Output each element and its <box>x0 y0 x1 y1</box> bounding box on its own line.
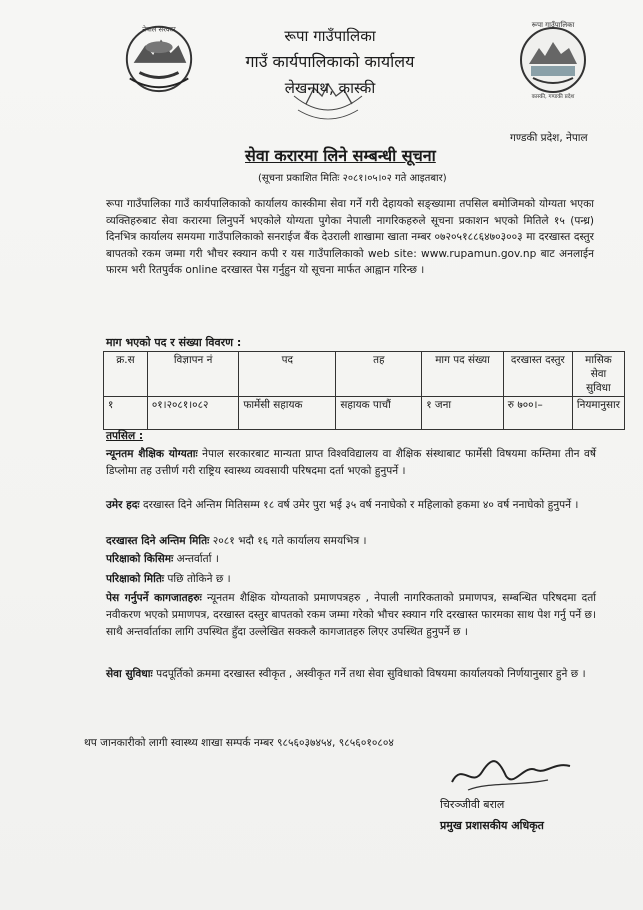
service-facility <box>106 666 596 683</box>
vacancy-table <box>103 351 625 430</box>
notice-body: रूपा गाउँपालिका गाउँ कार्यपालिकाको कार्यालय कास्कीमा सेवा गर्ने गरी देहायको सङ्ख्यामा तपसिल बमोजिमको योग्यता भएका व्यक्तिहरुबाट सेवा करारमा लिनुपर्ने भएकोले योग्यता पुगेका नेपाली नागरिकहरुले सूचना प्रकाशन भएको मितिले १५ (पन्ध्र) दिनभित्र कार्यालय समयमा गाउँपालिकाको सनराईज बैंक देउराली शाखामा खाता नम्बर ०७२०५१८८६४७०३००३ मा दरखास्त दस्तुर बापतको रकम जम्मा गरी भौचर स्क्यान कपी र यस गाउँपालिकाको web site: www.rupamun.gov.np बाट अनलाईन फारम भरी रितपुर्वक online दरखास्त पेस गर्नुहुन यो सूचना मार्फत आह्वान गरिन्छ । <box>106 198 594 277</box>
rupa-gaunpalika-logo-icon <box>517 18 589 103</box>
exam-type <box>106 551 596 568</box>
header-line-1: रूपा गाउँपालिका <box>284 27 376 45</box>
required-documents <box>106 590 596 640</box>
exam-date <box>106 571 596 588</box>
deadline-label: दरखास्त दिने अन्तिम मितिः <box>106 535 210 547</box>
notice-subtitle: (सूचना प्रकाशित मितिः २०८१।०५।०२ गते आइतबार) <box>258 173 447 184</box>
cell-post: फार्मेसी सहायक <box>239 397 336 430</box>
svg-text:कास्की, गण्डकी प्रदेश: कास्की, गण्डकी प्रदेश <box>531 94 575 100</box>
education-text: नेपाल सरकारबाट मान्यता प्राप्त विश्वविद्यालय वा शैक्षिक संस्थाबाट फार्मेसी विषयमा कम्तिमा तीन वर्षे डिप्लोमा तह उत्तीर्ण गरी राष्ट्रिय स्वास्थ्य व्यवसायी परिषदमा दर्ता भएको हुनुपर्ने । <box>106 448 597 477</box>
documents-text: न्यूनतम शैक्षिक योग्यताको प्रमाणपत्रहरु , नेपाली नागरिकताको प्रमाणपत्र, सम्बन्धित परिषदमा दर्ता नवीकरण भएको प्रमाणपत्र, दरखास्त दस्तुर बापतको रकम जम्मा गरेको भौचर स्क्यान गरि दरखास्त फारमका साथ पेश गर्नु पर्ने छ। साथै अन्तर्वार्ताका लागि उपस्थित हुँदा उल्लेखित सक्कलै कागजातहरु लिएर उपस्थित हुनुपर्ने छ । <box>106 592 596 638</box>
cell-level: सहायक पाचौं <box>336 397 422 430</box>
table-row <box>104 397 625 430</box>
age-text: दरखास्त दिने अन्तिम मितिसम्म १८ वर्ष उमेर पुरा भई ३५ वर्ष ननाघेको र महिलाको हकमा ४० वर्ष ननाघेको हुनुपर्ने । <box>142 499 579 511</box>
documents-label: पेस गर्नुपर्ने कागजातहरुः <box>106 592 202 604</box>
col-header-advert-no: विज्ञापन नं <box>147 352 238 397</box>
cell-salary: नियमानुसार <box>572 397 624 430</box>
table-header-row <box>104 352 625 397</box>
service-text: पदपूर्तिको क्रममा दरखास्त स्वीकृत , अस्वीकृत गर्ने तथा सेवा सुविधाको विषयमा कार्यालयको निर्णयानुसार हुने छ । <box>156 668 586 680</box>
signature-icon <box>448 752 578 794</box>
table-caption: माग भएको पद र संख्या विवरण : <box>106 336 242 349</box>
col-header-post: पद <box>239 352 336 397</box>
col-header-fee: दरखास्त दस्तुर <box>503 352 572 397</box>
service-label: सेवा सुविधाः <box>106 668 153 680</box>
age-limit <box>106 497 596 514</box>
cell-advert-no: ०१।२०८१।०८२ <box>147 397 238 430</box>
exam-type-text: अन्तर्वार्ता । <box>176 553 219 565</box>
signatory-designation: प्रमुख प्रशासकीय अधिकृत <box>440 819 544 832</box>
details-heading <box>106 428 596 445</box>
exam-date-label: परिक्षाको मितिः <box>106 573 165 585</box>
signatory-name: चिरञ्जीवी बराल <box>440 798 505 811</box>
header-address: गण्डकी प्रदेश, नेपाल <box>510 132 588 144</box>
notice-title: सेवा करारमा लिने सम्बन्धी सूचना <box>245 146 436 165</box>
age-label: उमेर हदः <box>106 499 140 511</box>
col-header-sn: क्र.स <box>104 352 148 397</box>
exam-type-label: परिक्षाको किसिमः <box>106 553 174 565</box>
col-header-salary: मासिक सेवा सुविधा <box>572 352 624 397</box>
svg-text:रूपा गाउँपालिका: रूपा गाउँपालिका <box>531 21 575 29</box>
deadline <box>106 533 596 550</box>
details-heading-text: तपसिल : <box>106 430 144 442</box>
deadline-text: २०८१ भदौ १६ गते कार्यालय समयभित्र । <box>212 535 367 547</box>
cell-sn: १ <box>104 397 148 430</box>
education-requirement <box>106 446 596 480</box>
cell-vacancy-count: १ जना <box>422 397 504 430</box>
education-label: न्यूनतम शैक्षिक योग्यताः <box>106 448 198 460</box>
header-line-2: गाउँ कार्यपालिकाको कार्यालय <box>245 52 415 71</box>
exam-date-text: पछि तोकिने छ । <box>167 573 231 585</box>
contact-info: थप जानकारीको लागी स्वास्थ्य शाखा सम्पर्क नम्बर ९८५६०३७४५४, ९८५६०१०८०४ <box>84 737 394 749</box>
header-line-3: लेखनाथ, कास्की <box>284 79 376 97</box>
col-header-level: तह <box>336 352 422 397</box>
cell-fee: रु ७००।– <box>503 397 572 430</box>
svg-text:नेपाल सरकार: नेपाल सरकार <box>142 25 176 34</box>
col-header-vacancy-count: माग पद संख्या <box>422 352 504 397</box>
